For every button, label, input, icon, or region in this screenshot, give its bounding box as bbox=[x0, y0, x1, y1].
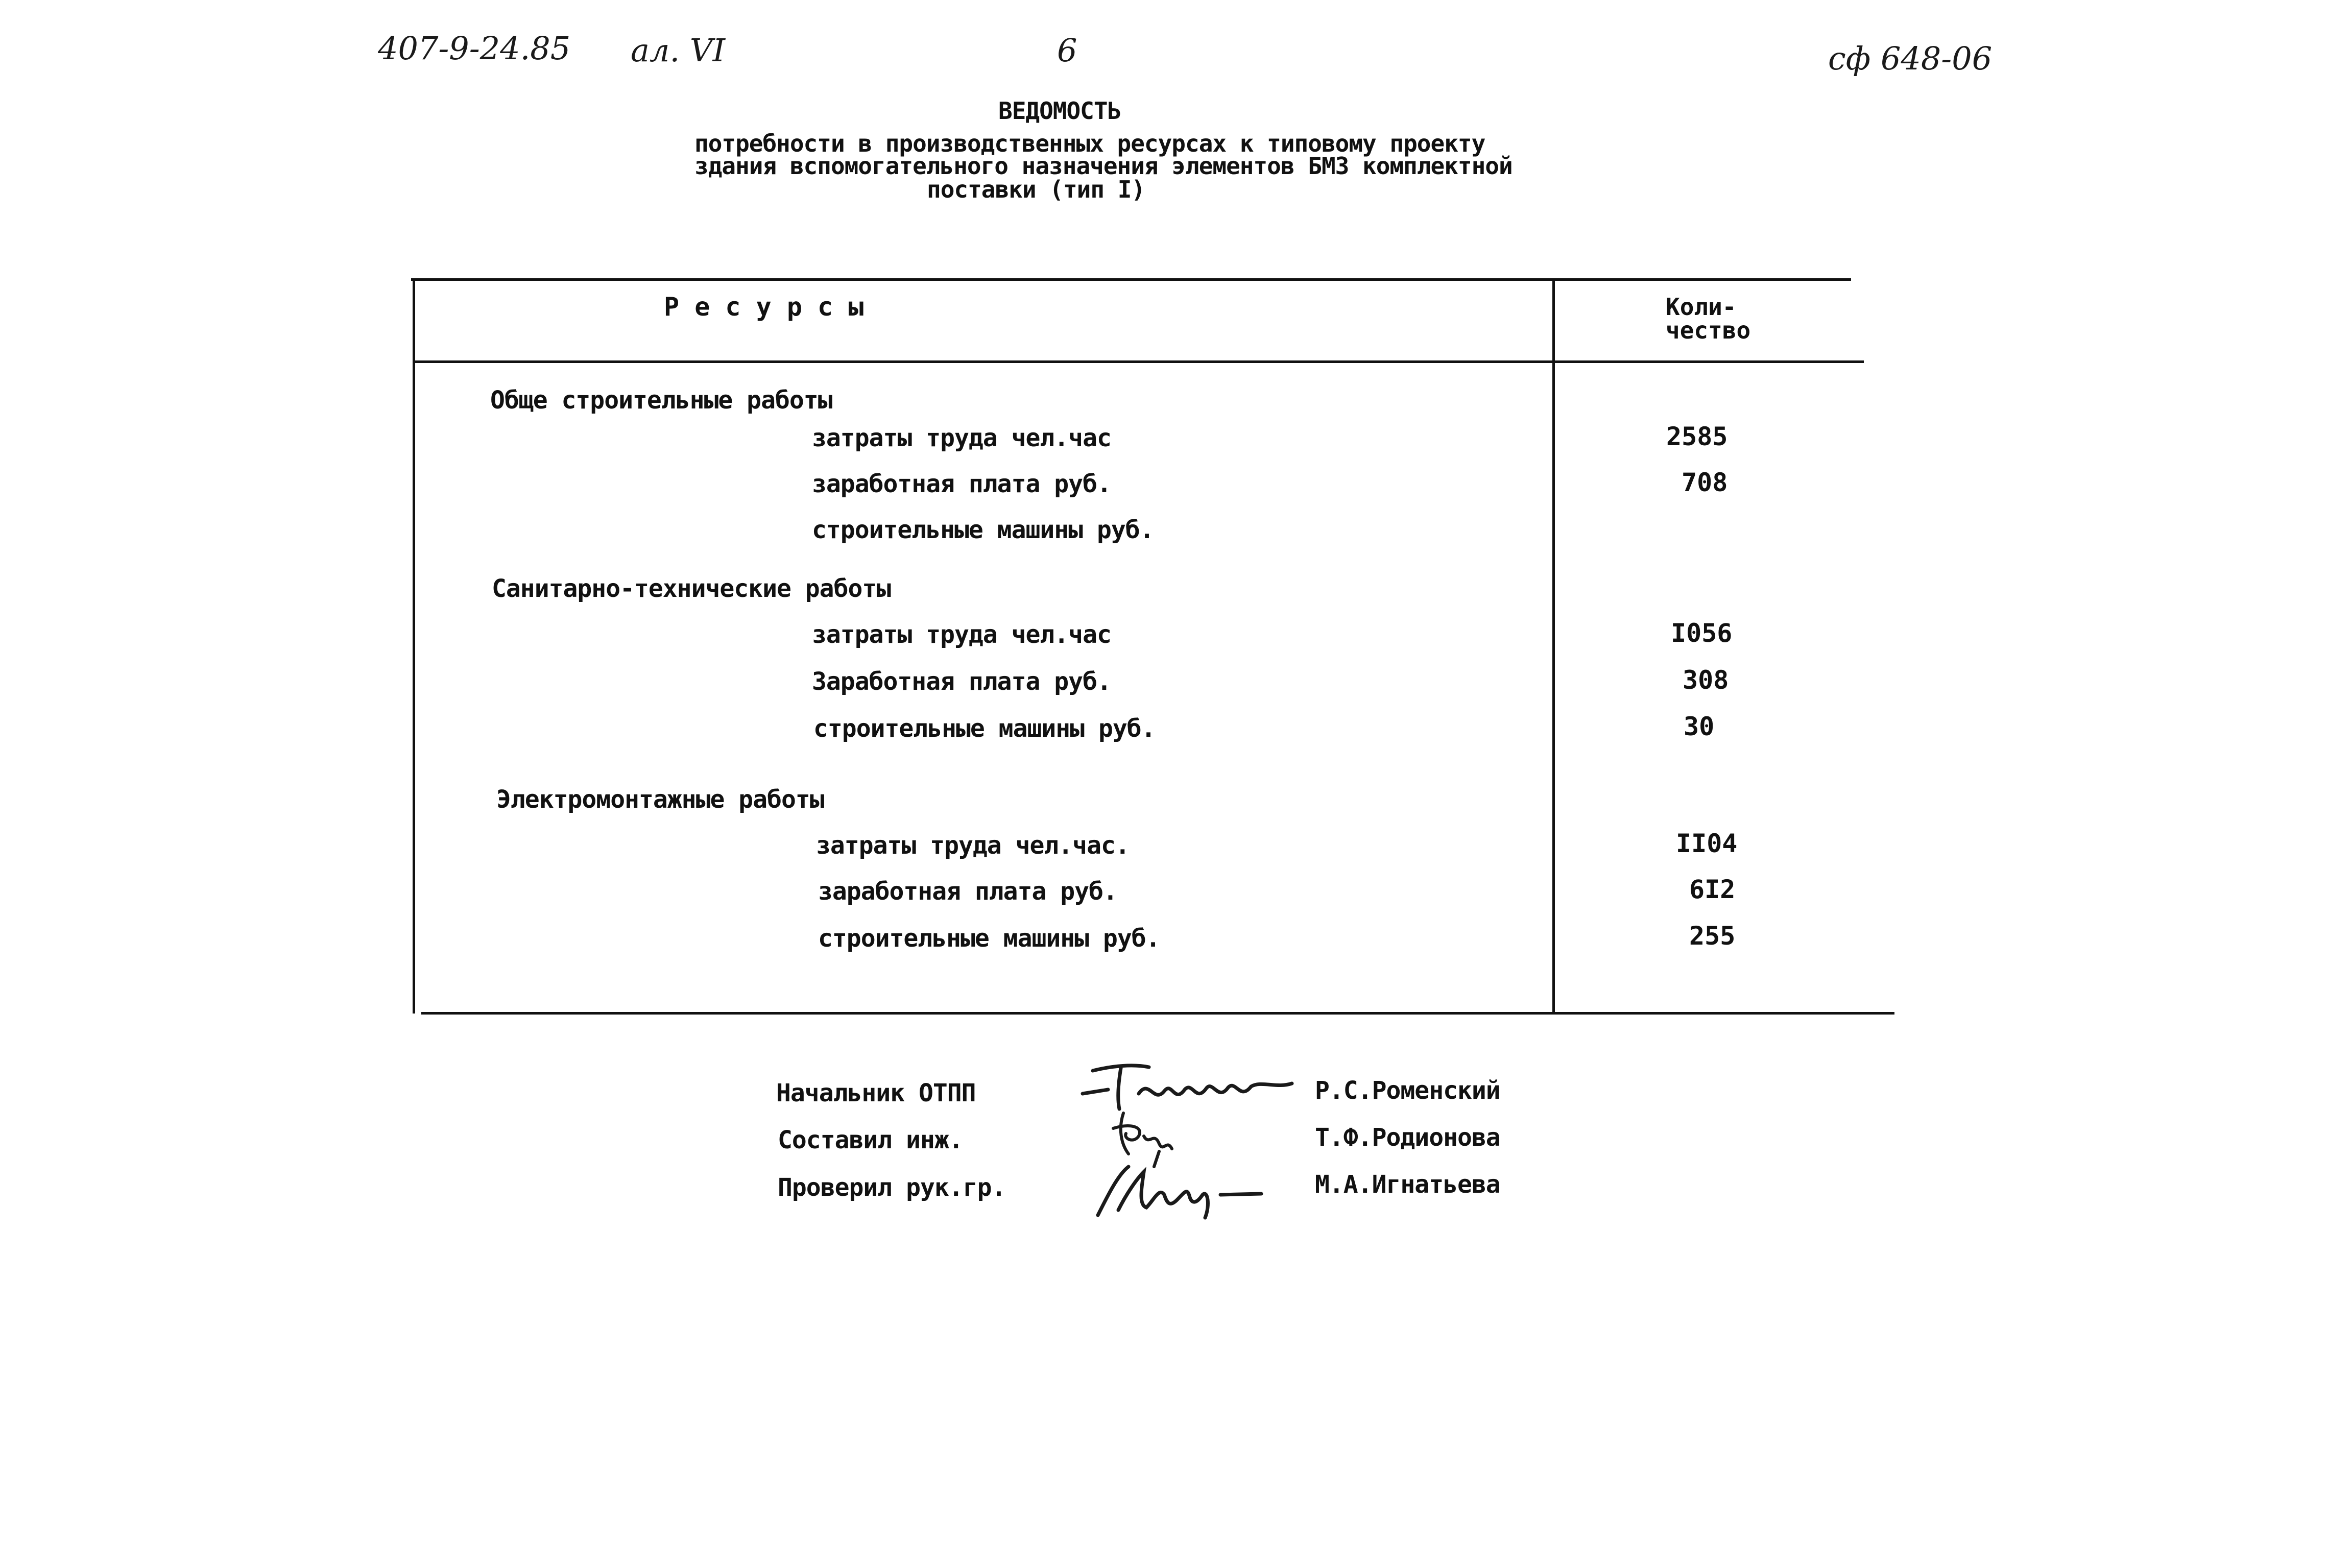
doc-code: 407-9-24.85 bbox=[378, 30, 571, 67]
signature-romensky bbox=[1077, 1058, 1302, 1114]
page-number: 6 bbox=[1057, 32, 1077, 69]
signer-role: Проверил рук.гр. bbox=[778, 1173, 1006, 1202]
section-title: Санитарно-технические работы bbox=[492, 574, 891, 603]
album-number: ал. VI bbox=[631, 32, 726, 69]
resource-value: 6I2 bbox=[1689, 875, 1736, 904]
table-top-border bbox=[411, 278, 1851, 281]
sheet-code: сф 648-06 bbox=[1828, 40, 1993, 77]
resource-value: II04 bbox=[1676, 829, 1738, 858]
resource-label: строительные машины руб. bbox=[818, 924, 1160, 953]
table-left-border bbox=[413, 278, 415, 1014]
signer-name: Т.Ф.Родионова bbox=[1315, 1123, 1500, 1152]
column-header-quantity-line1: Коли- bbox=[1666, 293, 1737, 321]
table-header-divider bbox=[414, 360, 1864, 363]
resource-label: затраты труда чел.час bbox=[812, 620, 1111, 649]
resource-value: 708 bbox=[1682, 468, 1728, 497]
section-title: Электромонтажные работы bbox=[496, 785, 824, 814]
resource-label: Заработная плата руб. bbox=[812, 667, 1111, 696]
resource-value: 2585 bbox=[1666, 422, 1728, 451]
resource-label: затраты труда чел.час bbox=[812, 424, 1111, 452]
signature-ignatieva bbox=[1088, 1159, 1282, 1225]
doc-title: ВЕДОМОСТЬ bbox=[998, 97, 1121, 125]
signer-name: М.А.Игнатьева bbox=[1315, 1170, 1500, 1199]
doc-subtitle-line2: здания вспомогательного назначения элементов БМЗ комплектной bbox=[694, 152, 1513, 180]
resource-label: строительные машины руб. bbox=[812, 516, 1154, 544]
resource-value: 255 bbox=[1689, 921, 1736, 951]
resource-label: заработная плата руб. bbox=[818, 877, 1117, 906]
section-title: Обще строительные работы bbox=[490, 386, 832, 415]
signer-role: Составил инж. bbox=[778, 1126, 963, 1154]
table-bottom-border bbox=[421, 1012, 1894, 1015]
signer-role: Начальник ОТПП bbox=[776, 1079, 976, 1107]
resource-value: I056 bbox=[1671, 618, 1733, 648]
column-header-quantity-line2: чество bbox=[1666, 317, 1751, 344]
resource-label: строительные машины руб. bbox=[813, 714, 1156, 743]
resource-label: заработная плата руб. bbox=[812, 470, 1111, 498]
resource-label: затраты труда чел.час. bbox=[816, 831, 1130, 860]
column-header-resources: Р е с у р с ы bbox=[664, 292, 864, 322]
resource-value: 30 bbox=[1684, 712, 1715, 741]
doc-subtitle-line1: потребности в производственных ресурсах к типовому проекту bbox=[694, 130, 1485, 157]
signer-name: Р.С.Роменский bbox=[1315, 1076, 1500, 1105]
doc-subtitle-line3: поставки (тип I) bbox=[927, 176, 1145, 203]
resource-value: 308 bbox=[1683, 665, 1729, 695]
table-column-divider bbox=[1552, 280, 1555, 1014]
